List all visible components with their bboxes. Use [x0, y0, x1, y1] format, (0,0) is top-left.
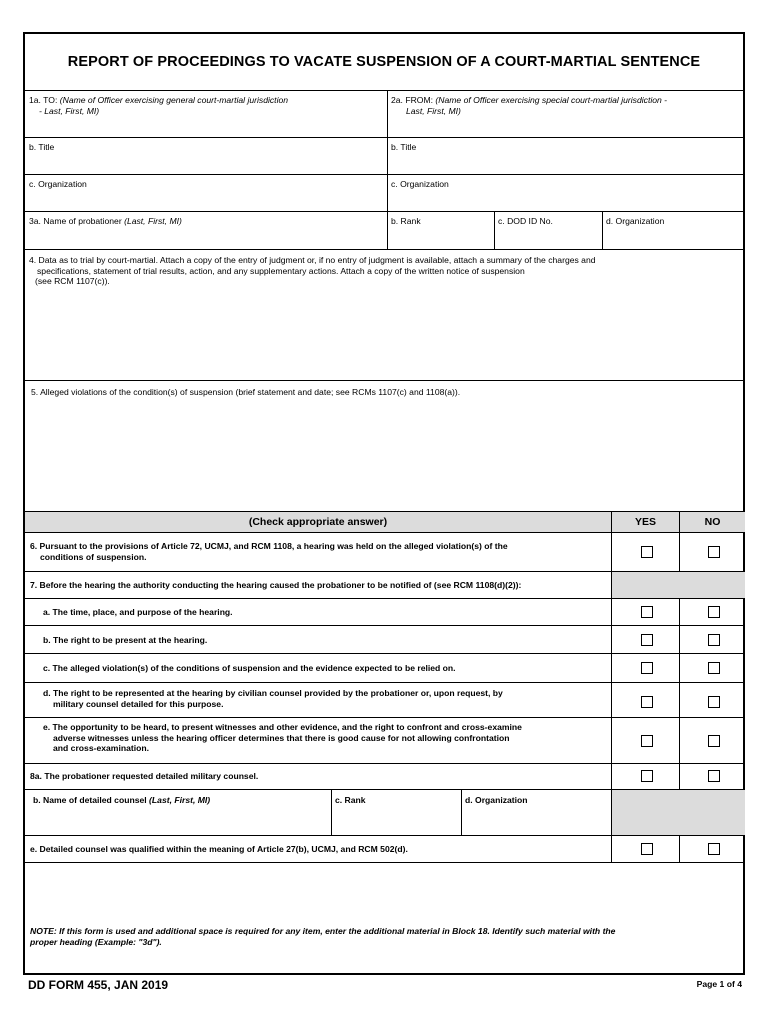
from-title-field[interactable]: b. Title [391, 142, 417, 152]
divider [25, 174, 743, 175]
divider [25, 625, 743, 626]
divider [25, 682, 743, 683]
to-organization-field[interactable]: c. Organization [29, 179, 87, 189]
q7d-no-checkbox[interactable] [708, 696, 720, 708]
divider [25, 380, 743, 381]
divider [25, 211, 743, 212]
q8e-no-checkbox[interactable] [708, 843, 720, 855]
divider [25, 763, 743, 764]
form-note: NOTE: If this form is used and additional space is required for any item, enter the additional material in Block 18. Identify such material with the proper heading (Example: "3d"). [30, 926, 616, 947]
divider [25, 532, 743, 533]
probationer-name-field[interactable]: 3a. Name of probationer (Last, First, MI) [29, 216, 182, 226]
yes-column-header: YES [634, 516, 656, 528]
question-7a: a. The time, place, and purpose of the hearing. [43, 607, 233, 617]
no-column-header: NO [704, 516, 721, 528]
from-organization-field[interactable]: c. Organization [391, 179, 449, 189]
q8a-no-checkbox[interactable] [708, 770, 720, 782]
q7c-no-checkbox[interactable] [708, 662, 720, 674]
question-8e: e. Detailed counsel was qualified within the meaning of Article 27(b), UCMJ, and RCM 502(d). [30, 844, 408, 854]
divider [25, 862, 743, 863]
q7e-no-checkbox[interactable] [708, 735, 720, 747]
question-7b: b. The right to be present at the hearing. [43, 635, 208, 645]
q6-yes-checkbox[interactable] [641, 546, 653, 558]
divider [25, 90, 743, 91]
divider [25, 598, 743, 599]
checklist-header: (Check appropriate answer) [248, 516, 388, 528]
question-7d: d. The right to be represented at the hearing by civilian counsel provided by the probationer or, upon request, by military counsel detailed for this purpose. [43, 688, 503, 709]
question-8a: 8a. The probationer requested detailed military counsel. [30, 771, 259, 781]
divider [25, 653, 743, 654]
q7b-yes-checkbox[interactable] [641, 634, 653, 646]
question-7e: e. The opportunity to be heard, to present witnesses and other evidence, and the right to confront and cross-examine adverse witnesses unless the hearing officer determines that there is good cause for not allowing confrontation and cross-examination. [43, 722, 522, 753]
divider [25, 835, 743, 836]
q7d-yes-checkbox[interactable] [641, 696, 653, 708]
divider [25, 137, 743, 138]
q7a-yes-checkbox[interactable] [641, 606, 653, 618]
divider [25, 717, 743, 718]
detailed-counsel-name-field[interactable]: b. Name of detailed counsel (Last, First, MI) [33, 795, 211, 805]
q6-no-checkbox[interactable] [708, 546, 720, 558]
form-page [23, 32, 745, 975]
form-identifier: DD FORM 455, JAN 2019 [28, 978, 169, 992]
to-title-field[interactable]: b. Title [29, 142, 55, 152]
q8e-yes-checkbox[interactable] [641, 843, 653, 855]
detailed-counsel-organization-field[interactable]: d. Organization [465, 795, 528, 805]
question-7: 7. Before the hearing the authority conducting the hearing caused the probationer to be notified of (see RCM 1108(d)(2)): [30, 580, 522, 590]
trial-data-field[interactable]: 4. Data as to trial by court-martial. Attach a copy of the entry of judgment or, if no entry of judgment is available, attach a summary of the charges and specifications, statement of trial results, action, and any supplementary actions. Attach a copy of the written notice of suspension (see RCM 1107(c)). [29, 255, 596, 286]
question-6: 6. Pursuant to the provisions of Article 72, UCMJ, and RCM 1108, a hearing was held on the alleged violation(s) of the conditions of suspension. [30, 541, 508, 562]
page-number: Page 1 of 4 [696, 979, 742, 989]
q8a-yes-checkbox[interactable] [641, 770, 653, 782]
detailed-counsel-rank-field[interactable]: c. Rank [335, 795, 366, 805]
q7c-yes-checkbox[interactable] [641, 662, 653, 674]
shaded-cell [612, 790, 745, 835]
probationer-rank-field[interactable]: b. Rank [391, 216, 421, 226]
dod-id-field[interactable]: c. DOD ID No. [498, 216, 553, 226]
q7b-no-checkbox[interactable] [708, 634, 720, 646]
from-field[interactable]: 2a. FROM: (Name of Officer exercising special court-martial jurisdiction - Last, First, MI) [391, 95, 668, 116]
shaded-cell [612, 572, 745, 598]
divider [25, 249, 743, 250]
alleged-violations-field[interactable]: 5. Alleged violations of the condition(s) of suspension (brief statement and date; see RCMs 1107(c) and 1108(a)). [31, 387, 461, 397]
question-7c: c. The alleged violation(s) of the conditions of suspension and the evidence expected to be relied on. [43, 663, 456, 673]
form-title: REPORT OF PROCEEDINGS TO VACATE SUSPENSION OF A COURT-MARTIAL SENTENCE [67, 54, 701, 70]
to-field[interactable]: 1a. TO: (Name of Officer exercising general court-martial jurisdiction - Last, First, MI) [29, 95, 289, 116]
probationer-organization-field[interactable]: d. Organization [606, 216, 665, 226]
q7e-yes-checkbox[interactable] [641, 735, 653, 747]
q7a-no-checkbox[interactable] [708, 606, 720, 618]
